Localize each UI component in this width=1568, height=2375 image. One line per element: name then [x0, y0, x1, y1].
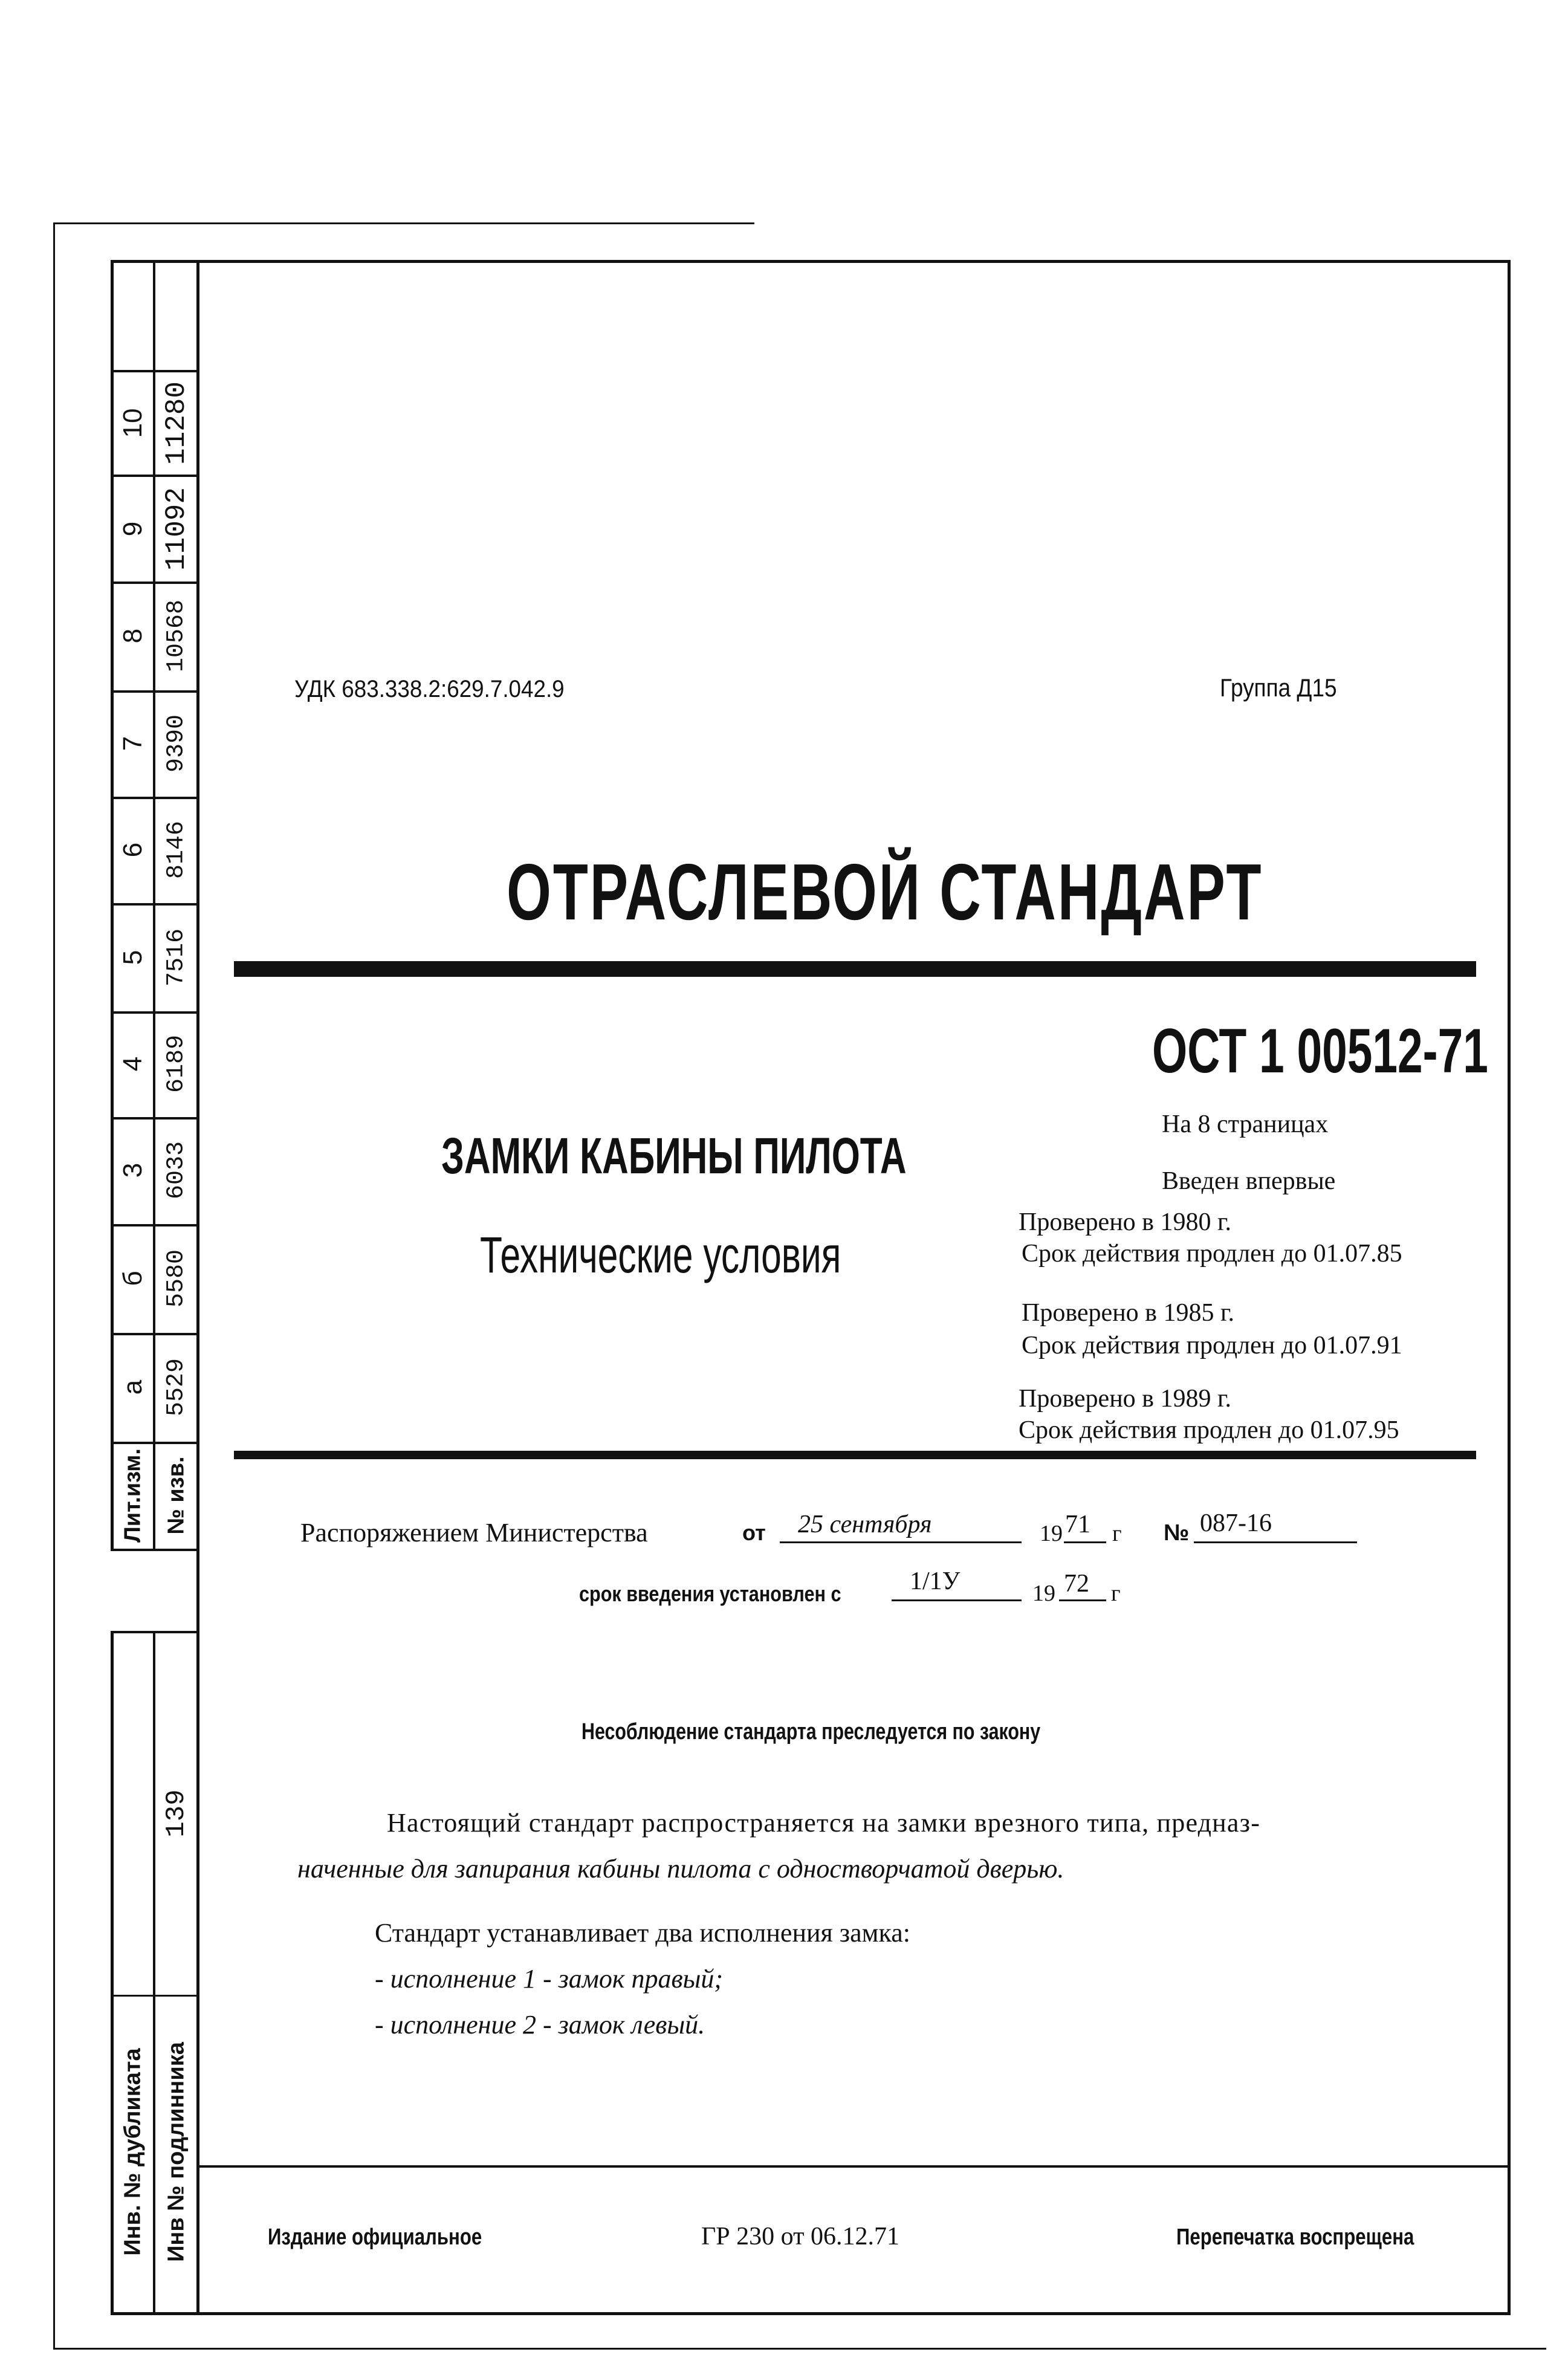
standard-name: ЗАМКИ КАБИНЫ ПИЛОТА	[441, 1127, 907, 1184]
check-1985: Проверено в 1985 г.	[1022, 1299, 1234, 1327]
doc-number: 5580	[163, 1249, 190, 1308]
frame-right-line	[1508, 260, 1511, 2315]
check-1989: Проверено в 1989 г.	[1019, 1385, 1231, 1413]
doc-number: 10568	[163, 599, 190, 673]
doc-number: 7516	[163, 928, 190, 987]
doc-number: 9390	[163, 714, 190, 773]
paragraph-1-line-1: Настоящий стандарт распространяется на замки врезного типа, предназ-	[387, 1808, 1261, 1838]
group-code: Группа Д15	[1220, 673, 1337, 702]
order-year: 71	[1065, 1511, 1090, 1538]
doc-number: 5529	[163, 1358, 190, 1417]
doc-number: 11092	[161, 487, 192, 571]
strip-row-line	[111, 1442, 198, 1444]
rev-number: 5	[118, 950, 147, 965]
rev-number: 3	[118, 1162, 147, 1178]
order-number-underline	[1194, 1541, 1357, 1543]
frame-bottom-line	[111, 2312, 1511, 2315]
strip-divider-line-lower	[153, 1631, 155, 2315]
extend-1980: Срок действия продлен до 01.07.85	[1022, 1240, 1402, 1268]
outer-left-line	[53, 222, 55, 2349]
doc-number: 8146	[163, 820, 190, 880]
info-rule-thick	[234, 1451, 1476, 1459]
doc-number: 11280	[161, 381, 192, 465]
rev-number: а	[118, 1379, 147, 1395]
order-date: 25 сентября	[798, 1511, 932, 1538]
footer-top-line	[196, 2165, 1509, 2168]
strip-row-line	[111, 1117, 198, 1119]
title-rule-thick	[234, 961, 1476, 977]
official-edition: Издание официальное	[268, 2224, 482, 2250]
page-title: ОТРАСЛЕВОЙ СТАНДАРТ	[507, 847, 1263, 936]
strip-row-line	[111, 690, 198, 693]
check-1980: Проверено в 1980 г.	[1019, 1208, 1231, 1236]
rev-number: 7	[118, 736, 147, 751]
paragraph-1-line-2	[297, 1853, 1064, 1884]
intro-year-suffix: г	[1111, 1581, 1121, 1606]
notice-number-label: № изв.	[163, 1456, 189, 1535]
strip-row-line	[111, 1011, 198, 1014]
standard-subtitle: Технические условия	[480, 1226, 841, 1283]
duplicate-number: 139	[161, 1789, 192, 1838]
standard-code: ОСТ 1 00512-71	[1152, 1016, 1488, 1086]
order-number: 087-16	[1200, 1509, 1272, 1537]
order-date-underline	[780, 1541, 1022, 1543]
strip-upper-bottom-line	[111, 1549, 198, 1551]
strip-row-line	[111, 903, 198, 906]
list-item-1: - исполнение 1 - замок правый;	[375, 1964, 724, 1994]
order-number-label: №	[1164, 1520, 1190, 1546]
paragraph-1-text: наченные для запирания кабины пилота с одностворчатой дверью.	[297, 1854, 1064, 1884]
strip-row-line	[111, 1224, 198, 1226]
extend-1985: Срок действия продлен до 01.07.91	[1022, 1332, 1402, 1359]
rev-number: 8	[118, 628, 147, 644]
frame-top-line	[111, 260, 1510, 263]
rev-number: 9	[118, 521, 147, 537]
strip-row-line	[111, 1333, 198, 1335]
outer-bottom-line	[53, 2348, 1546, 2350]
doc-number: 6033	[163, 1141, 190, 1200]
reprint-prohibited: Перепечатка воспрещена	[1176, 2224, 1414, 2250]
gr-registration: ГР 230 от 06.12.71	[701, 2223, 899, 2250]
strip-row-line	[111, 370, 198, 372]
rev-number: 10	[118, 408, 147, 438]
inv-duplicate-label: Инв. № дубликата	[120, 2048, 146, 2256]
intro-year-underline	[1059, 1599, 1106, 1601]
frame-left-line-lower	[111, 1631, 114, 2315]
intro-year-prefix: 19	[1032, 1581, 1055, 1606]
strip-row-line	[111, 582, 198, 584]
rev-number: 6	[118, 842, 147, 858]
udk-code: УДК 683.338.2:629.7.042.9	[294, 676, 565, 702]
order-from-label: от	[742, 1520, 766, 1545]
intro-date: 1/1У	[910, 1567, 961, 1595]
strip-lower-divider	[111, 1995, 198, 1997]
introduced-note: Введен впервые	[1162, 1167, 1336, 1195]
intro-label: срок введения установлен с	[579, 1581, 841, 1606]
inv-original-label: Инв № подлинника	[163, 2042, 189, 2262]
legal-warning: Несоблюдение стандарта преследуется по закону	[582, 1719, 1041, 1745]
extend-1989: Срок действия продлен до 01.07.95	[1019, 1416, 1399, 1444]
doc-number: 6189	[163, 1034, 190, 1094]
outer-top-line	[53, 222, 754, 224]
order-year-prefix: 19	[1040, 1521, 1063, 1546]
paragraph-2: Стандарт устанавливает два исполнения замка:	[375, 1918, 910, 1948]
rev-number: б	[118, 1271, 147, 1286]
lit-label: Лит.изм.	[120, 1448, 146, 1543]
rev-number: 4	[118, 1056, 147, 1072]
strip-lower-top-line	[111, 1631, 198, 1633]
pages-count: На 8 страницах	[1162, 1110, 1329, 1138]
order-year-underline	[1064, 1541, 1106, 1543]
content-left-line	[196, 260, 199, 2315]
strip-row-line	[111, 475, 198, 477]
list-item-2: - исполнение 2 - замок левый.	[375, 2010, 705, 2040]
strip-row-line	[111, 797, 198, 799]
order-year-suffix: г	[1112, 1521, 1122, 1546]
intro-year: 72	[1064, 1570, 1089, 1598]
intro-date-underline	[892, 1599, 1022, 1601]
order-label: Распоряжением Министерства	[300, 1518, 648, 1547]
